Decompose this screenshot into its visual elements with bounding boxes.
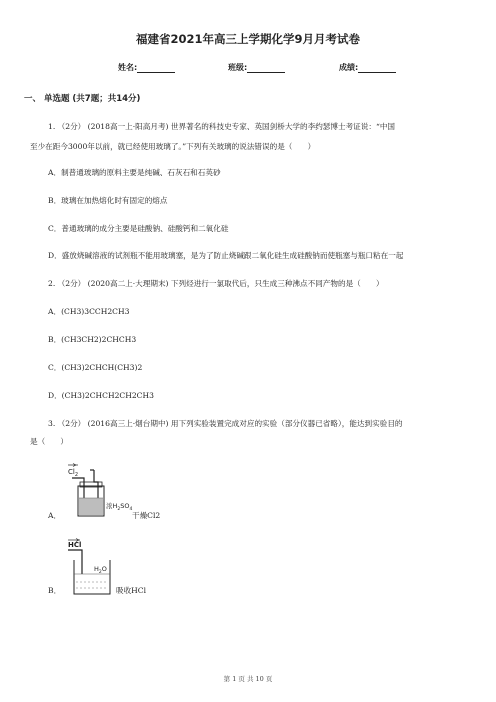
name-blank[interactable] — [137, 63, 175, 73]
score-label: 成绩: — [339, 63, 359, 72]
q2-stem: 2. （2分） (2020高二上·大理期末) 下列烃进行一氯取代后，只生成三种沸点不同产物的是（ ） — [48, 279, 384, 288]
q1-option-b: B．玻璃在加热熔化时有固定的熔点 — [48, 196, 168, 205]
class-blank[interactable] — [247, 63, 285, 73]
q2-option-c: C．(CH3)2CHCH(CH3)2 — [48, 363, 143, 372]
q1-option-c: C．普通玻璃的成分主要是硅酸钠、硅酸钙和二氧化硅 — [48, 224, 229, 233]
q2-option-b: B．(CH3CH2)2CHCH3 — [48, 335, 137, 344]
q1-stem-line2: 至少在距今3000年以前，就已经使用玻璃了。”下列有关玻璃的说法错误的是（ ） — [30, 142, 316, 151]
beaker-absorption-diagram — [64, 538, 120, 596]
q3-option-b-letter: B． — [48, 586, 62, 595]
page-title: 福建省2021年高三上学期化学9月月考试卷 — [135, 32, 360, 46]
q3-option-a-caption: 干燥Cl2 — [132, 511, 161, 520]
q3-option-b-caption: 吸收HCl — [116, 586, 147, 595]
q3-option-a-letter: A． — [48, 511, 62, 520]
q3-stem-line2: 是（ ） — [30, 437, 68, 446]
name-field[interactable] — [118, 62, 175, 73]
q1-option-d: D．盛放烧碱溶液的试剂瓶不能用玻璃塞，是为了防止烧碱跟二氧化硅生成硅酸钠而使瓶塞与瓶口粘在一起 — [48, 251, 404, 260]
q1-option-a: A．制普通玻璃的原料主要是纯碱、石灰石和石英砂 — [48, 168, 221, 177]
section-heading: 一、 单选题 (共7题；共14分) — [24, 94, 141, 104]
class-field[interactable] — [228, 62, 285, 73]
q2-option-d: D．(CH3)2CHCH2CH2CH3 — [48, 391, 154, 400]
hcl-label: HCl — [68, 541, 82, 549]
chlorine-label: $Cl_2$ — [68, 468, 79, 478]
q2-option-a: A．(CH3)3CCH2CH3 — [48, 307, 130, 316]
page-footer: 第 1 页 共 10 页 — [223, 675, 273, 683]
q3-stem-line1: 3. （2分） (2016高三上·烟台期中) 用下列实验装置完成对应的实验（部分仪器已省略），能达到实验目的 — [48, 419, 403, 428]
q1-stem-line1: 1. （2分） (2018高一上·阳高月考) 世界著名的科技史专家、英国剑桥大学的李约瑟博士考证说：“中国 — [48, 122, 396, 131]
score-field[interactable] — [339, 62, 396, 73]
name-label: 姓名: — [118, 63, 138, 72]
water-label: $H_2O$ — [94, 565, 107, 575]
class-label: 班级: — [228, 63, 248, 72]
sulfuric-acid-label: 浓$H_2SO_4$ — [106, 502, 133, 512]
score-blank[interactable] — [358, 63, 396, 73]
